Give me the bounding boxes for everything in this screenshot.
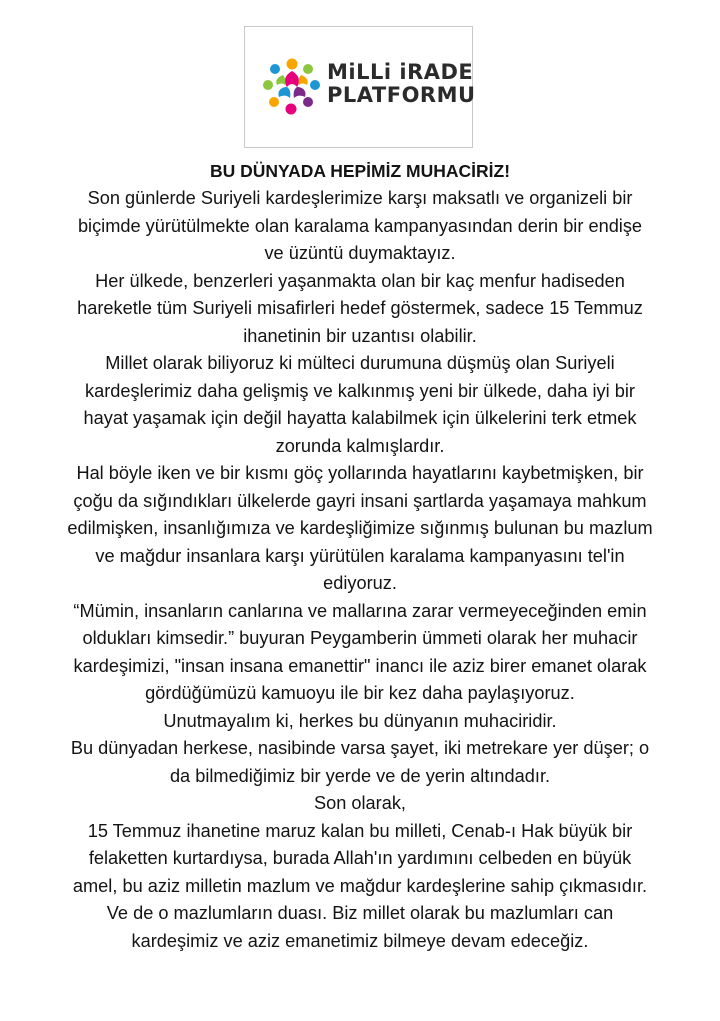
paragraph-line: ve mağdur insanlara karşı yürütülen karalama kampanyasını tel'in xyxy=(95,545,625,566)
logo-line-1: MiLLi iRADE xyxy=(327,60,474,84)
statement-title: BU DÜNYADA HEPİMİZ MUHACİRİZ! xyxy=(209,161,511,181)
paragraph-line: edilmişken, insanlığımıza ve kardeşliğimize sığınmış bulunan bu mazlum xyxy=(67,518,653,538)
paragraph-line: Son günlerde Suriyeli kardeşlerimize karşı maksatlı ve organizeli bir xyxy=(87,188,633,208)
paragraphs xyxy=(20,185,700,955)
paragraph-line: gördüğümüzü kamuoyu ile bir kez daha paylaşıyoruz. xyxy=(145,683,575,703)
paragraph-line: Unutmayalım ki, herkes bu dünyanın muhaciridir. xyxy=(163,710,557,731)
paragraph-line: hayat yaşamak için değil hayatta kalabilmek için ülkelerini terk etmek xyxy=(83,408,637,428)
paragraph xyxy=(20,818,700,956)
paragraph-line: kardeşimizi, "insan insana emanettir" inancı ile aziz birer emanet olarak xyxy=(73,655,647,676)
statement-body xyxy=(20,158,700,955)
milli-irade-logo-icon xyxy=(261,57,323,117)
paragraph xyxy=(20,708,700,736)
logo-line-2: PLATFORMU xyxy=(327,83,476,107)
logo-box xyxy=(244,26,476,148)
paragraph-line: oldukları kimsedir.” buyuran Peygamberin ümmeti olarak her muhacir xyxy=(82,628,638,648)
paragraph-line: da bilmediğimiz bir yerde ve de yerin altındadır. xyxy=(169,765,551,786)
paragraph-line: felaketten kurtardıysa, burada Allah'ın yardımını celbeden en büyük xyxy=(88,848,632,868)
paragraph-line: Ve de o mazlumların duası. Biz millet olarak bu mazlumları can xyxy=(106,903,614,923)
paragraph xyxy=(20,268,700,351)
paragraph-line: amel, bu aziz milletin mazlum ve mağdur kardeşlerine sahip çıkmasıdır. xyxy=(72,875,648,896)
paragraph-line: Son olarak, xyxy=(313,793,406,813)
paragraph-line: Her ülkede, benzerleri yaşanmakta olan bir kaç menfur hadiseden xyxy=(95,270,625,291)
paragraph-line: zorunda kalmışlardır. xyxy=(275,435,445,456)
paragraph xyxy=(20,460,700,598)
paragraph-line: Millet olarak biliyoruz ki mülteci durumuna düşmüş olan Suriyeli xyxy=(105,353,615,373)
paragraph-line: ve üzüntü duymaktayız. xyxy=(264,243,456,263)
paragraph xyxy=(20,185,700,268)
paragraph xyxy=(20,598,700,708)
paragraph-line: hareketle tüm Suriyeli misafirleri hedef göstermek, sadece 15 Temmuz xyxy=(77,298,643,318)
paragraph xyxy=(20,790,700,818)
paragraph-line: Hal böyle iken ve bir kısmı göç yollarında hayatlarını kaybetmişken, bir xyxy=(76,463,644,483)
paragraph-line: kardeşlerimiz daha gelişmiş ve kalkınmış yeni bir ülkede, daha iyi bir xyxy=(85,380,635,401)
paragraph-line: 15 Temmuz ihanetine maruz kalan bu milleti, Cenab-ı Hak büyük bir xyxy=(87,820,633,841)
paragraph-line: “Mümin, insanların canlarına ve mallarına zarar vermeyeceğinden emin xyxy=(73,600,647,621)
paragraph xyxy=(20,735,700,790)
paragraph-line: çoğu da sığındıkları ülkelerde gayri insani şartlarda yaşamaya mahkum xyxy=(73,490,647,511)
paragraph-line: ediyoruz. xyxy=(323,573,397,593)
paragraph-line: kardeşimiz ve aziz emanetimiz bilmeye devam edeceğiz. xyxy=(131,930,589,951)
paragraph-line: ihanetinin bir uzantısı olabilir. xyxy=(243,325,477,346)
paragraph-line: biçimde yürütülmekte olan karalama kampanyasından derin bir endişe xyxy=(77,215,643,236)
logo-wordmark xyxy=(327,61,476,107)
paragraph xyxy=(20,350,700,460)
paragraph-line: Bu dünyadan herkese, nasibinde varsa şayet, iki metrekare yer düşer; o xyxy=(70,738,650,758)
